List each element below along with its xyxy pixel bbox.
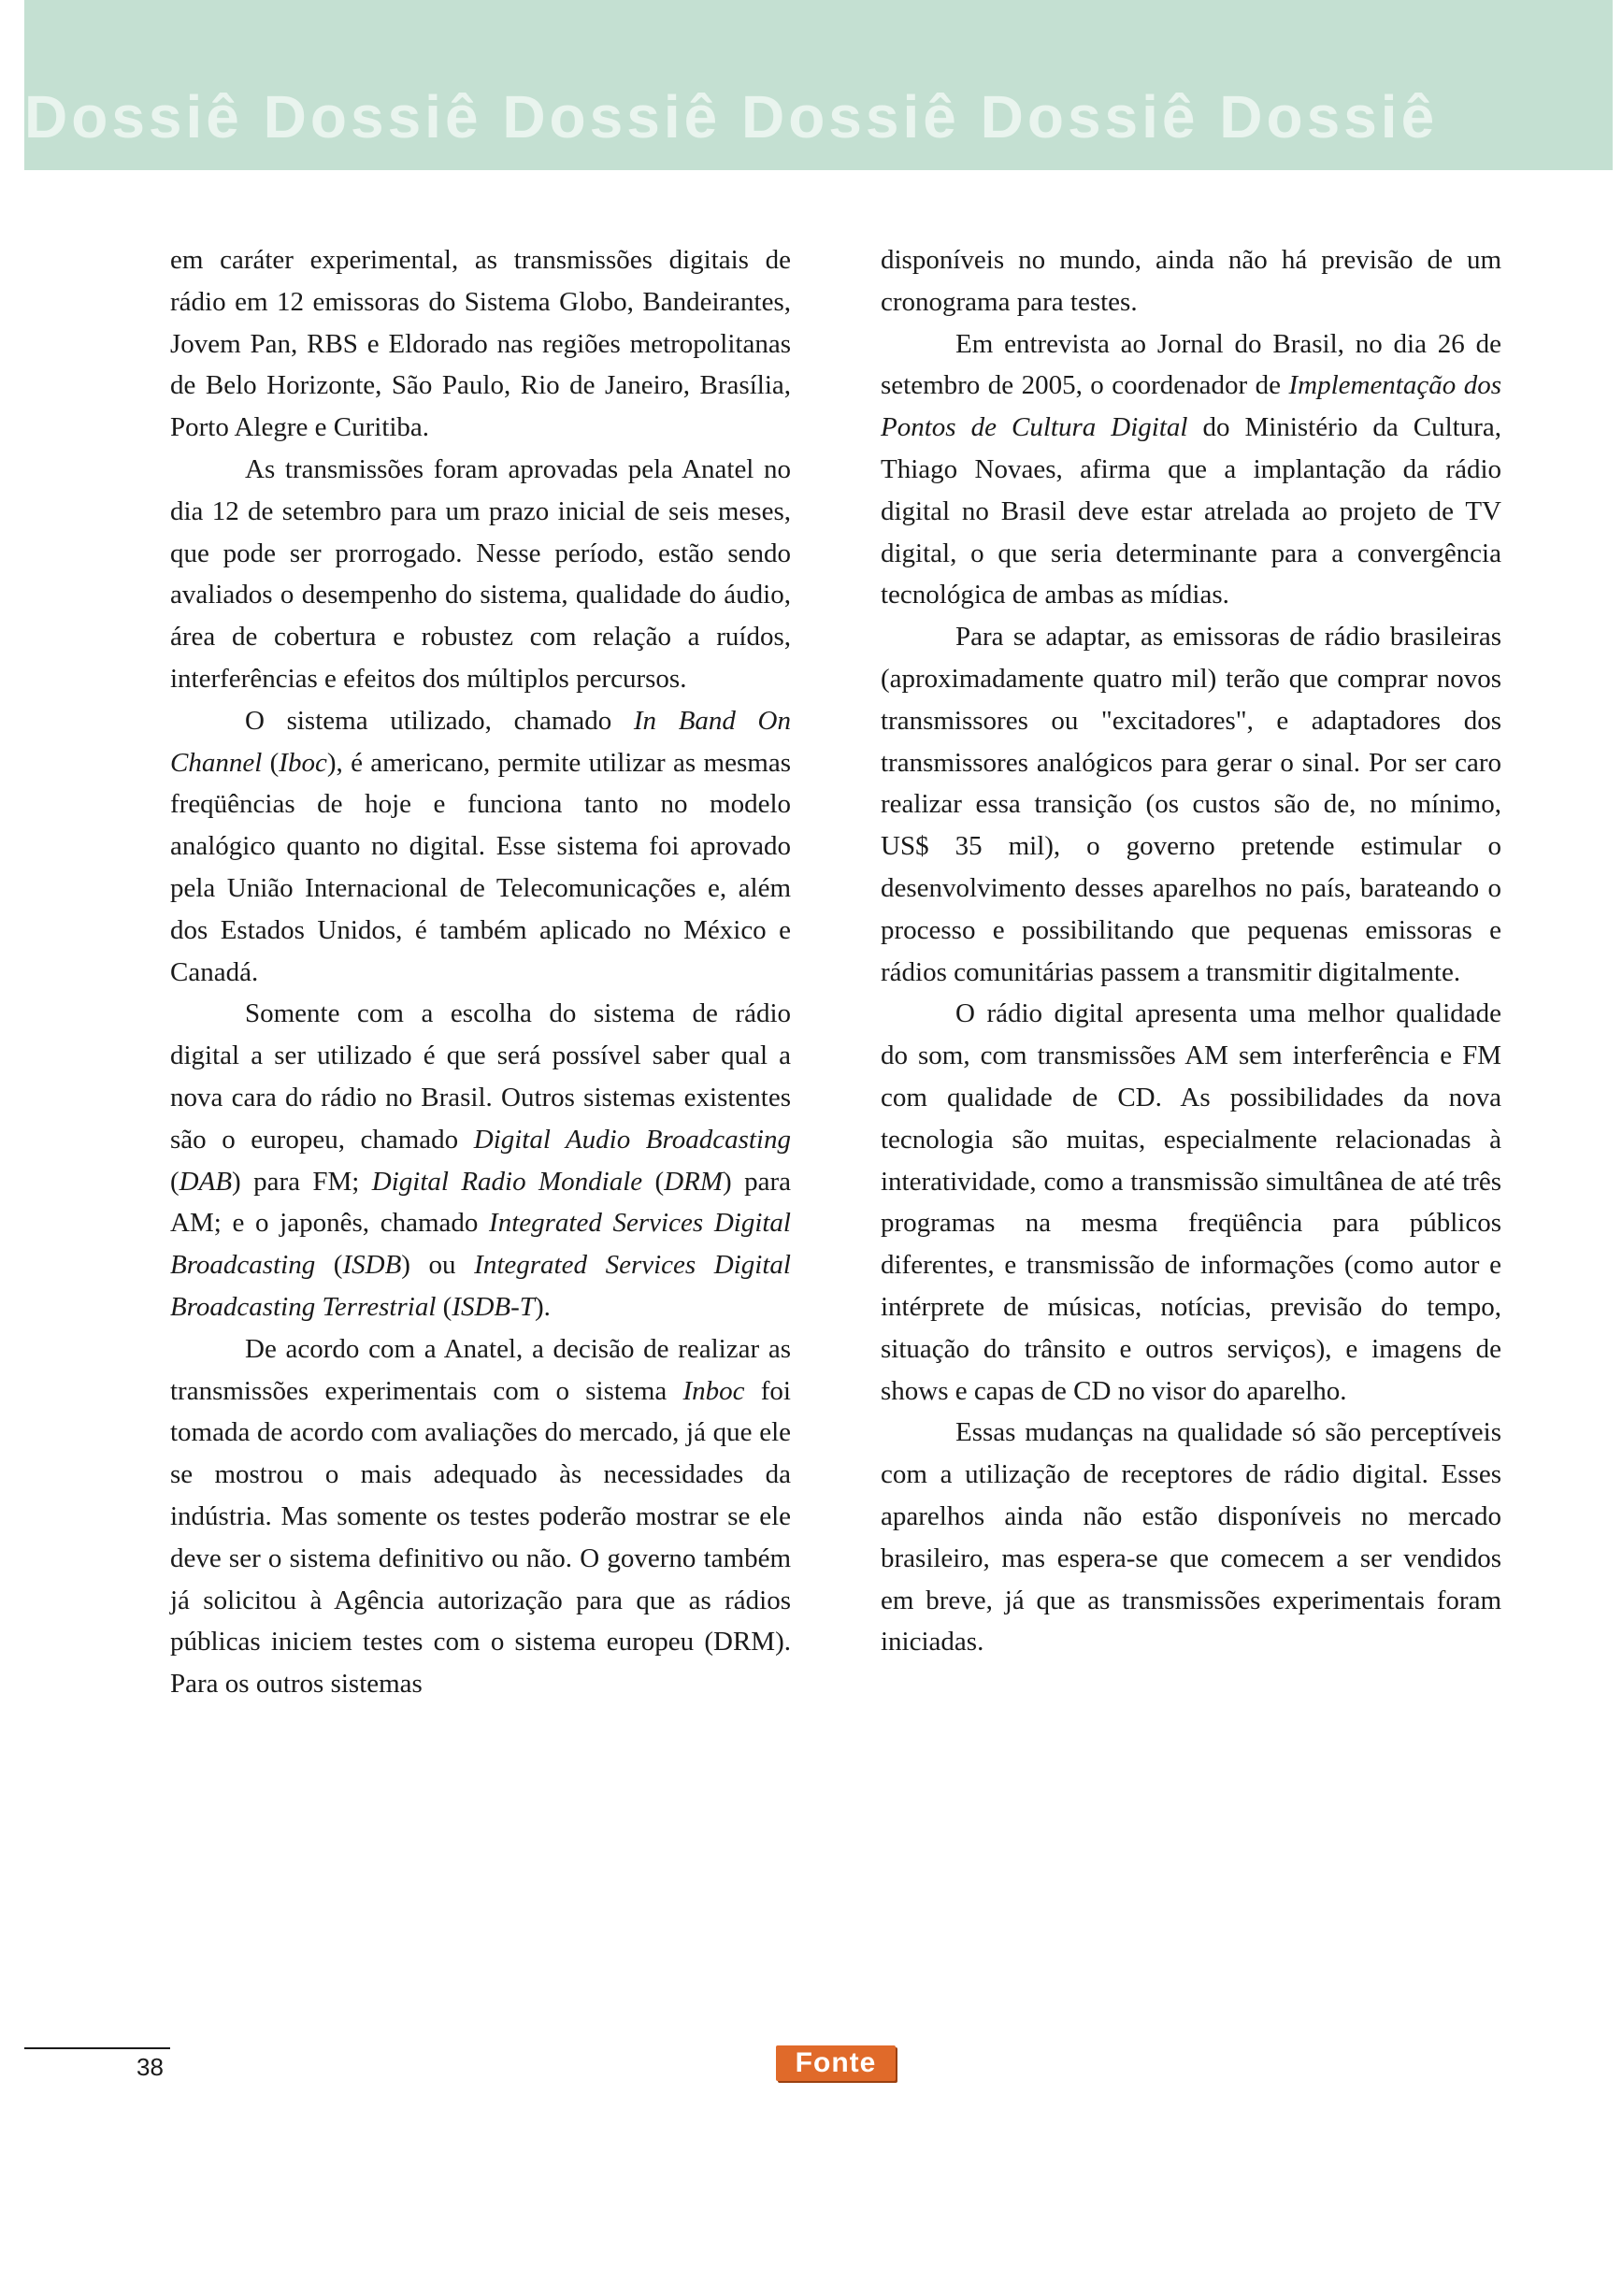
italic-term: In Band On Channel (170, 705, 791, 778)
paragraph (881, 323, 1501, 617)
text-run: do Ministério da Cultura, Thiago Novaes, afirma que a implantação da rádio digital no Brasil deve estar atrelada ao projeto de TV digital, o que seria determinante para a convergência tecnológica de ambas as mídias. (881, 412, 1501, 610)
text-run: ( (436, 1291, 452, 1322)
fonte-logo: Fonte (776, 2045, 896, 2081)
italic-term: DAB (179, 1166, 233, 1197)
italic-term: Inboc (682, 1375, 745, 1406)
paragraph (170, 993, 791, 1327)
italic-term: Integrated Services Digital Broadcasting (170, 1208, 791, 1281)
text-run: ( (262, 747, 280, 778)
text-run: ) para AM; e o japonês, chamado (170, 1166, 791, 1239)
italic-term: ISDB (342, 1250, 402, 1281)
text-run: ( (642, 1166, 665, 1197)
paragraph: em caráter experimental, as transmissões digitais de rádio em 12 emissoras do Sistema Globo, Bandeirantes, Jovem Pan, RBS e Eldorado nas regiões metropolitanas de Belo Horizonte, São Paulo, Rio de Janeiro, Brasília, Porto Alegre e Curitiba. (170, 245, 791, 443)
banner-text: Dossiê Dossiê Dossiê Dossiê Dossiê Dossiê (24, 83, 1439, 151)
text-run: Somente com a escolha do sistema de rádio digital a ser utilizado é que será possível saber qual a nova cara do rádio no Brasil. Outros sistemas existentes são o europeu, chamado (170, 998, 791, 1155)
paragraph: O rádio digital apresenta uma melhor qualidade do som, com transmissões AM sem interferência e FM com qualidade de CD. As possibilidades da nova tecnologia são muitas, especialmente relacionadas à interatividade, como a transmissão simultânea de até três programas na mesma freqüência para públicos diferentes, e transmissão de informações (como autor e intérprete de músicas, notícias, previsão do tempo, situação do trânsito e outros serviços), e imagens de shows e capas de CD no visor do aparelho. (881, 998, 1501, 1406)
text-run: De acordo com a Anatel, a decisão de realizar as transmissões experimentais com o sistema (170, 1333, 791, 1406)
text-run: Em entrevista ao Jornal do Brasil, no dia 26 de setembro de 2005, o coordenador de (881, 328, 1501, 401)
paragraph: disponíveis no mundo, ainda não há previsão de um cronograma para testes. (881, 245, 1501, 317)
italic-term: ISDB-T (452, 1291, 535, 1322)
right-column (881, 239, 1501, 1663)
text-run: foi tomada de acordo com avaliações do mercado, já que ele se mostrou o mais adequado às necessidades da indústria. Mas somente os testes poderão mostrar se ele deve ser o sistema definitivo ou não. O governo também já solicitou à Agência autorização para que as rádios públicas iniciem testes com o sistema europeu (DRM). Para os outros sistemas (170, 1375, 791, 1700)
dossie-banner (24, 0, 1613, 170)
paragraph (170, 700, 791, 994)
italic-term: Digital Radio Mondiale (371, 1166, 643, 1197)
italic-term: Implementação dos Pontos de Cultura Digital (881, 370, 1501, 443)
text-run: ), é americano, permite utilizar as mesmas freqüências de hoje e funciona tanto no modelo analógico quanto no digital. Esse sistema foi aprovado pela União Internacional de Telecomunicações e, além dos Estados Unidos, é também aplicado no México e Canadá. (170, 747, 791, 987)
left-column (170, 239, 791, 1705)
text-run: ) para FM; (232, 1166, 372, 1197)
italic-term: Digital Audio Broadcasting (473, 1124, 791, 1155)
paragraph: Essas mudanças na qualidade só são perceptíveis com a utilização de receptores de rádio digital. Esses aparelhos ainda não estão disponíveis no mercado brasileiro, mas espera-se que comecem a ser vendidos em breve, já que as transmissões experimentais foram iniciadas. (881, 1417, 1501, 1657)
paragraph: As transmissões foram aprovadas pela Anatel no dia 12 de setembro para um prazo inicial de seis meses, que pode ser prorrogado. Nesse período, estão sendo avaliados o desempenho do sistema, qualidade do áudio, área de cobertura e robustez com relação a ruídos, interferências e efeitos dos múltiplos percursos. (170, 453, 791, 694)
paragraph (170, 1328, 791, 1705)
italic-term: DRM (664, 1166, 724, 1197)
text-run: ( (315, 1250, 343, 1281)
text-run: ( (170, 1166, 179, 1197)
paragraph: Para se adaptar, as emissoras de rádio brasileiras (aproximadamente quatro mil) terão que comprar novos transmissores ou "excitadores", e adaptadores dos transmissores analógicos para gerar o sinal. Por ser caro realizar essa transição (os custos são de, no mínimo, US$ 35 mil), o governo pretende estimular o desenvolvimento desses aparelhos no país, barateando o processo e possibilitando que pequenas emissoras e rádios comunitárias passem a transmitir digitalmente. (881, 622, 1501, 987)
italic-term: Iboc (279, 747, 327, 778)
italic-term: Integrated Services Digital Broadcasting Terrestrial (170, 1250, 791, 1322)
text-run: O sistema utilizado, chamado (245, 705, 634, 736)
text-run: ). (534, 1291, 551, 1322)
page-number: 38 (136, 2053, 164, 2081)
text-run: ) ou (401, 1250, 475, 1281)
footer-rule (24, 2047, 170, 2049)
